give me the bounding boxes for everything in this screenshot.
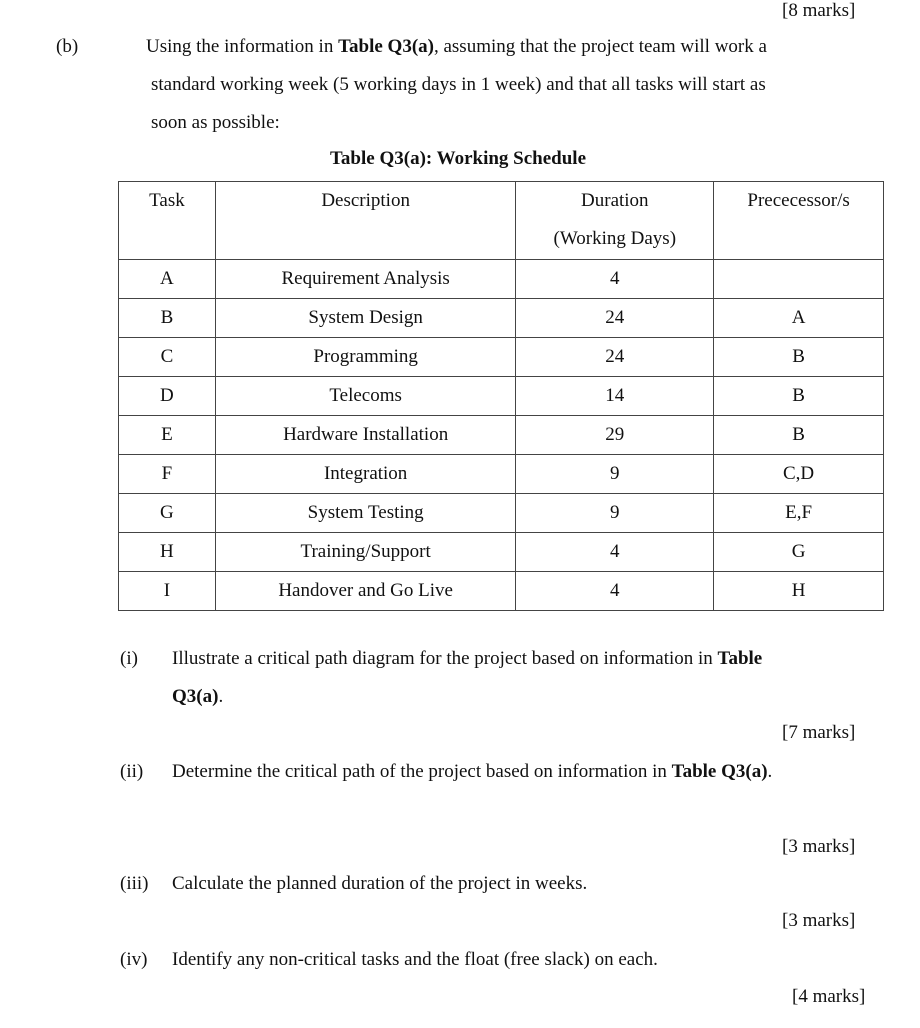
question-ii-label: (ii): [120, 761, 144, 782]
table-header-row: [119, 182, 884, 260]
duration-cell: 14: [516, 377, 714, 416]
table-row: [119, 455, 884, 494]
header-predecessors: Prececessor/s: [714, 182, 884, 260]
question-i-label: (i): [120, 648, 138, 669]
question-iv-text: Identify any non-critical tasks and the float (free slack) on each.: [172, 949, 658, 970]
description-cell: Programming: [215, 338, 516, 377]
predecessor-cell: H: [714, 572, 884, 611]
description-cell: Hardware Installation: [215, 416, 516, 455]
duration-cell: 29: [516, 416, 714, 455]
predecessor-cell: E,F: [714, 494, 884, 533]
predecessor-cell: A: [714, 299, 884, 338]
question-i-marks: [7 marks]: [782, 722, 856, 743]
table-row: [119, 377, 884, 416]
duration-cell: 4: [516, 572, 714, 611]
question-ii-marks: [3 marks]: [782, 836, 856, 857]
description-cell: Requirement Analysis: [215, 260, 516, 299]
task-cell: C: [119, 338, 216, 377]
task-cell: A: [119, 260, 216, 299]
duration-cell: 24: [516, 338, 714, 377]
table-row: [119, 572, 884, 611]
table-row: [119, 338, 884, 377]
question-ii-text: Determine the critical path of the project based on information in Table Q3(a).: [172, 761, 773, 782]
predecessor-cell: C,D: [714, 455, 884, 494]
table-row: [119, 416, 884, 455]
task-cell: F: [119, 455, 216, 494]
part-label: (b): [56, 36, 79, 57]
predecessor-cell: B: [714, 416, 884, 455]
question-iii-marks: [3 marks]: [782, 910, 856, 931]
table-row: [119, 260, 884, 299]
predecessor-cell: [714, 260, 884, 299]
description-cell: Training/Support: [215, 533, 516, 572]
task-cell: B: [119, 299, 216, 338]
working-schedule-table: [118, 181, 884, 611]
table-row: [119, 533, 884, 572]
description-cell: Handover and Go Live: [215, 572, 516, 611]
task-cell: G: [119, 494, 216, 533]
predecessor-cell: B: [714, 377, 884, 416]
top-marks: [8 marks]: [782, 0, 856, 21]
intro-line-1: Using the information in Table Q3(a), assuming that the project team will work a: [146, 36, 767, 57]
question-i-text: Illustrate a critical path diagram for the project based on information in Table: [172, 648, 763, 669]
intro-line-2: standard working week (5 working days in 1 week) and that all tasks will start as: [151, 74, 766, 95]
header-description: Description: [215, 182, 516, 260]
task-cell: E: [119, 416, 216, 455]
duration-cell: 9: [516, 455, 714, 494]
question-iv-label: (iv): [120, 949, 148, 970]
predecessor-cell: G: [714, 533, 884, 572]
table-row: [119, 299, 884, 338]
duration-cell: 24: [516, 299, 714, 338]
task-cell: H: [119, 533, 216, 572]
question-iii-text: Calculate the planned duration of the project in weeks.: [172, 873, 588, 894]
predecessor-cell: B: [714, 338, 884, 377]
description-cell: System Design: [215, 299, 516, 338]
header-task: Task: [119, 182, 216, 260]
question-iv-marks: [4 marks]: [792, 986, 866, 1007]
table-caption: Table Q3(a): Working Schedule: [330, 148, 587, 169]
question-iii-label: (iii): [120, 873, 149, 894]
duration-cell: 4: [516, 533, 714, 572]
table-reference: Table Q3(a): [338, 36, 434, 57]
task-cell: D: [119, 377, 216, 416]
duration-cell: 9: [516, 494, 714, 533]
description-cell: Telecoms: [215, 377, 516, 416]
table-row: [119, 494, 884, 533]
intro-line-3: soon as possible:: [151, 112, 280, 133]
task-cell: I: [119, 572, 216, 611]
duration-cell: 4: [516, 260, 714, 299]
description-cell: System Testing: [215, 494, 516, 533]
description-cell: Integration: [215, 455, 516, 494]
question-i-text-line-2: Q3(a).: [172, 686, 224, 707]
header-duration: Duration (Working Days): [516, 182, 714, 260]
